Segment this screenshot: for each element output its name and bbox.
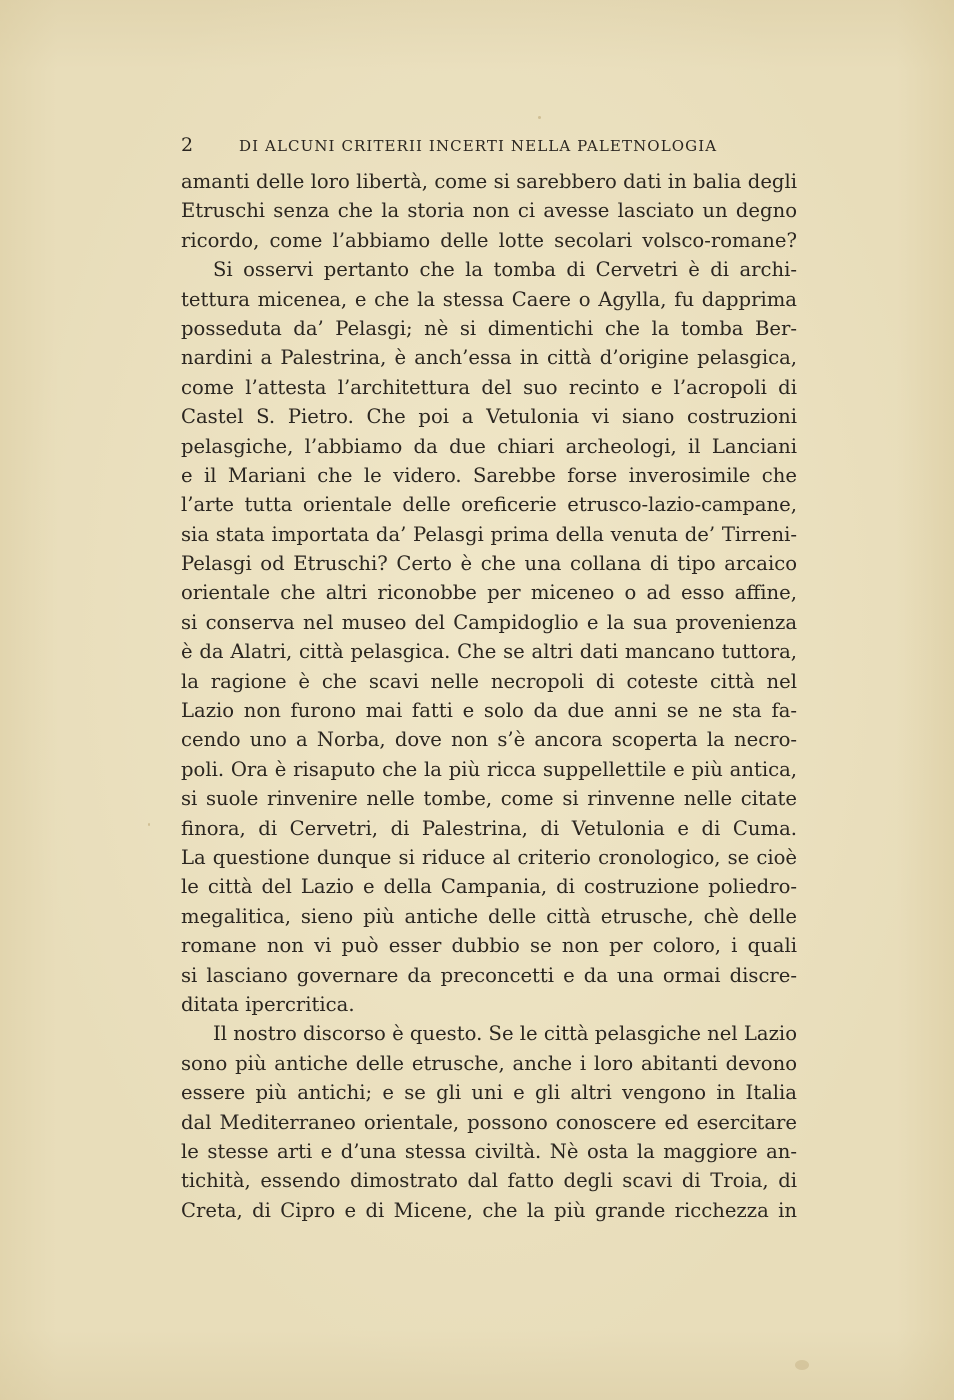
text-line: poli. Ora è risaputo che la più ricca suppellettile e più antica, (181, 757, 797, 781)
text-line: tettura micenea, e che la stessa Caere o Agylla, fu dapprima (181, 287, 797, 311)
text-line: le stesse arti e d’una stessa civiltà. Nè osta la maggiore an- (181, 1139, 797, 1163)
text-line: Etruschi senza che la storia non ci avesse lasciato un degno (181, 199, 797, 223)
text-line: dal Mediterraneo orientale, possono conoscere ed esercitare (181, 1110, 797, 1134)
text-line: ricordo, come l’abbiamo delle lotte secolari volsco-romane? (181, 228, 797, 252)
text-line: finora, di Cervetri, di Palestrina, di Vetulonia e di Cuma. (181, 816, 797, 840)
text-line: posseduta da’ Pelasgi; nè si dimentichi che la tomba Ber- (181, 316, 797, 340)
text-line: Si osservi pertanto che la tomba di Cervetri è di archi- (213, 258, 797, 282)
text-line: le città del Lazio e della Campania, di costruzione poliedro- (181, 875, 797, 899)
text-line: Lazio non furono mai fatti e solo da due anni se ne sta fa- (181, 699, 797, 723)
text-line: la ragione è che scavi nelle necropoli di coteste città nel (181, 669, 797, 693)
text-line: e il Mariani che le videro. Sarebbe forse inverosimile che (181, 463, 797, 487)
running-head (181, 134, 797, 156)
text-line: Il nostro discorso è questo. Se le città pelasgiche nel Lazio (213, 1022, 797, 1046)
body-text (181, 167, 797, 1225)
text-line: essere più antichi; e se gli uni e gli altri vengono in Italia (181, 1081, 797, 1105)
text-line: La questione dunque si riduce al criterio cronologico, se cioè (181, 845, 797, 869)
text-line: sia stata importata da’ Pelasgi prima della venuta de’ Tirreni- (181, 522, 797, 546)
paper-speck (148, 823, 150, 826)
text-line: nardini a Palestrina, è anch’essa in città d’origine pelasgica, (181, 346, 797, 370)
text-line: Creta, di Cipro e di Micene, che la più grande ricchezza in (181, 1198, 797, 1222)
text-line: si suole rinvenire nelle tombe, come si rinvenne nelle citate (181, 787, 797, 811)
text-line: tichità, essendo dimostrato dal fatto degli scavi di Troia, di (181, 1169, 797, 1193)
text-line: amanti delle loro libertà, come si sarebbero dati in balia degli (181, 170, 797, 193)
text-line: si lasciano governare da preconcetti e da una ormai discre- (181, 963, 797, 987)
text-line: orientale che altri riconobbe per miceneo o ad esso affine, (181, 581, 797, 605)
text-line: cendo uno a Norba, dove non s’è ancora scoperta la necro- (181, 728, 797, 752)
text-line: si conserva nel museo del Campidoglio e la sua provenienza (181, 610, 797, 634)
text-line: è da Alatri, città pelasgica. Che se altri dati mancano tuttora, (181, 640, 797, 664)
text-line: Castel S. Pietro. Che poi a Vetulonia vi siano costruzioni (181, 405, 797, 429)
text-line: Pelasgi od Etruschi? Certo è che una collana di tipo arcaico (181, 552, 797, 576)
paper-speck (538, 116, 541, 119)
text-line: sono più antiche delle etrusche, anche i loro abitanti devono (181, 1051, 797, 1075)
paper-speck (795, 1360, 809, 1370)
page-number: 2 (181, 134, 194, 156)
text-line: come l’attesta l’architettura del suo recinto e l’acropoli di (181, 375, 797, 399)
running-title: DI ALCUNI CRITERII INCERTI NELLA PALETNOLOGIA (239, 137, 718, 155)
text-line: pelasgiche, l’abbiamo da due chiari archeologi, il Lanciani (181, 434, 797, 458)
text-line: megalitica, sieno più antiche delle città etrusche, chè delle (181, 904, 797, 928)
text-line: ditata ipercritica. (181, 992, 355, 1016)
text-line: l’arte tutta orientale delle oreficerie etrusco-lazio-campane, (181, 493, 797, 517)
text-line: romane non vi può esser dubbio se non per coloro, i quali (181, 934, 797, 958)
